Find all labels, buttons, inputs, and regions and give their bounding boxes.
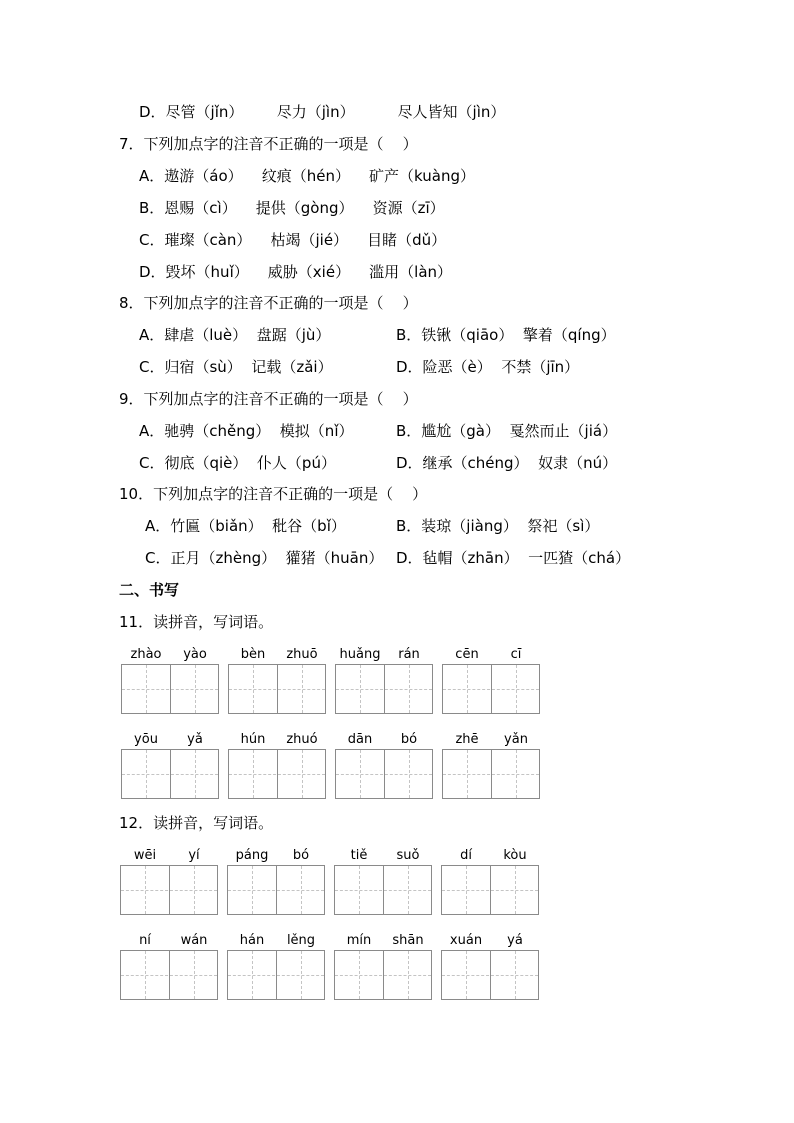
q12-row1-writing-box-2[interactable] [227, 865, 325, 915]
q12-row2-pinyin-8: yá [507, 933, 523, 948]
question-9-stem: 9．下列加点字的注音不正确的一项是（ ） [119, 390, 418, 408]
q12-row2-writing-box-4[interactable] [441, 950, 539, 1000]
question-10-option-a: A．竹匾（biǎn） 秕谷（bǐ） [145, 517, 346, 535]
q12-row1-pinyin-3: páng [235, 848, 269, 863]
question-12-stem: 12．读拼音，写词语。 [119, 814, 274, 832]
q11-row2-writing-box-3[interactable] [335, 749, 433, 799]
q11-row2-pinyin-3: hún [240, 732, 266, 747]
question-9-option-a: A．驰骋（chěng） 模拟（nǐ） [139, 422, 354, 440]
question-7-stem: 7．下列加点字的注音不正确的一项是（ ） [119, 135, 418, 153]
q12-row1-writing-box-1[interactable] [120, 865, 218, 915]
question-10-option-c: C．正月（zhèng） 獾猪（huān） [145, 549, 384, 567]
question-8-stem: 8．下列加点字的注音不正确的一项是（ ） [119, 294, 418, 312]
q11-row1-writing-box-1[interactable] [121, 664, 219, 714]
q11-row1-writing-box-3[interactable] [335, 664, 433, 714]
q12-row2-writing-box-2[interactable] [227, 950, 325, 1000]
question-7-option-a: A．遨游（áo） 纹痕（hén） 矿产（kuàng） [139, 167, 475, 185]
q11-row1-pinyin-8: cī [510, 647, 522, 662]
q12-row2-pinyin-6: shān [392, 933, 424, 948]
q12-row2-pinyin-4: lěng [286, 933, 316, 948]
q12-row1-pinyin-1: wēi [133, 848, 157, 863]
section-2-heading: 二、书写 [119, 581, 180, 599]
q11-row2-writing-box-4[interactable] [442, 749, 540, 799]
q11-row1-pinyin-3: bèn [240, 647, 266, 662]
q11-row2-pinyin-8: yǎn [504, 732, 528, 747]
q12-row1-pinyin-7: dí [460, 848, 472, 863]
q12-row2-pinyin-1: ní [139, 933, 151, 948]
q11-row2-writing-box-2[interactable] [228, 749, 326, 799]
q11-row2-pinyin-1: yōu [134, 732, 158, 747]
q12-row2-pinyin-3: hán [239, 933, 265, 948]
question-11-stem: 11．读拼音，写词语。 [119, 613, 274, 631]
q12-row2-pinyin-7: xuán [449, 933, 483, 948]
q12-row2-pinyin-5: mín [346, 933, 372, 948]
question-9-option-c: C．彻底（qiè） 仆人（pú） [139, 454, 336, 472]
question-8-option-d: D．险恶（è） 不禁（jīn） [396, 358, 580, 376]
q12-row1-pinyin-5: tiě [350, 848, 368, 863]
question-7-option-d: D．毁坏（huǐ） 威胁（xié） 滥用（làn） [139, 263, 453, 281]
q12-row1-pinyin-8: kòu [503, 848, 527, 863]
q11-row1-pinyin-2: yào [183, 647, 207, 662]
q11-row2-pinyin-6: bó [400, 732, 418, 747]
q12-row1-pinyin-2: yí [188, 848, 200, 863]
q11-row2-pinyin-5: dān [347, 732, 373, 747]
q11-row2-pinyin-2: yǎ [187, 732, 203, 747]
q11-row1-pinyin-5: huǎng [339, 647, 381, 662]
question-7-option-b: B．恩赐（cì） 提供（gòng） 资源（zī） [139, 199, 445, 217]
q11-row1-pinyin-1: zhào [130, 647, 162, 662]
q12-row2-writing-box-3[interactable] [334, 950, 432, 1000]
q11-row1-pinyin-6: rán [398, 647, 420, 662]
q11-row1-pinyin-7: cēn [455, 647, 479, 662]
q11-row1-writing-box-4[interactable] [442, 664, 540, 714]
q12-row2-pinyin-2: wán [180, 933, 208, 948]
q11-row2-pinyin-4: zhuó [286, 732, 318, 747]
question-10-stem: 10．下列加点字的注音不正确的一项是（ ） [119, 485, 428, 503]
question-6-option-d: D．尽管（jǐn） 尽力（jìn） 尽人皆知（jìn） [139, 103, 506, 121]
question-9-option-b: B．尴尬（gà） 戛然而止（jiá） [396, 422, 618, 440]
question-7-option-c: C．璀璨（càn） 枯竭（jié） 目睹（dǔ） [139, 231, 447, 249]
question-10-option-d: D．毡帽（zhān） 一匹猹（chá） [396, 549, 631, 567]
q12-row1-writing-box-4[interactable] [441, 865, 539, 915]
q11-row1-pinyin-4: zhuō [286, 647, 318, 662]
q11-row2-pinyin-7: zhē [455, 732, 479, 747]
question-8-option-c: C．归宿（sù） 记载（zǎi） [139, 358, 333, 376]
q11-row2-writing-box-1[interactable] [121, 749, 219, 799]
q12-row1-pinyin-4: bó [292, 848, 310, 863]
q11-row1-writing-box-2[interactable] [228, 664, 326, 714]
q12-row2-writing-box-1[interactable] [120, 950, 218, 1000]
question-8-option-a: A．肆虐（luè） 盘踞（jù） [139, 326, 331, 344]
question-9-option-d: D．继承（chéng） 奴隶（nú） [396, 454, 618, 472]
q12-row1-pinyin-6: suǒ [396, 848, 420, 863]
question-10-option-b: B．装琼（jiàng） 祭祀（sì） [396, 517, 600, 535]
q12-row1-writing-box-3[interactable] [334, 865, 432, 915]
question-8-option-b: B．铁锹（qiāo） 擎着（qíng） [396, 326, 616, 344]
